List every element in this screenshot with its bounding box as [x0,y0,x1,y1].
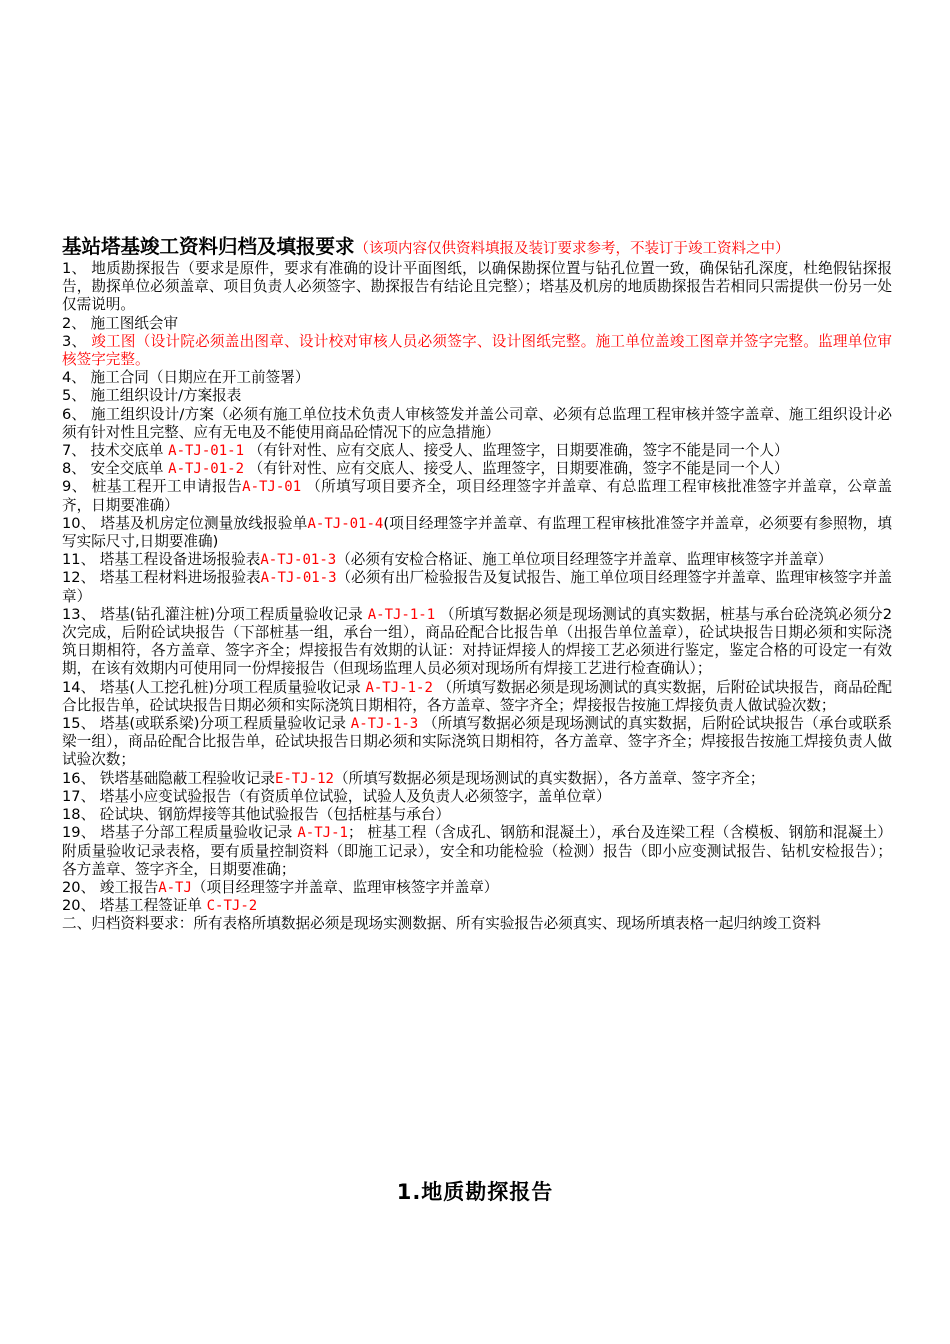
form-code: A-TJ-1-1 [367,606,436,623]
list-item [62,606,892,679]
item-text: 8、 安全交底单 [62,460,169,478]
item-text: 6、 施工组织设计/方案（必须有施工单位技术负责人审核签发并盖公司章、必须有总监理工程审核并签字盖章、施工组织设计必须有针对性且完整、应有无电及不能使用商品砼情况下的应急措施） [62,405,892,441]
form-code: A-TJ-1 [297,825,348,842]
item-text: 5、 施工组织设计/方案报表 [62,387,242,405]
item-text: 14、 塔基(人工挖孔桩)分项工程质量验收记录 [62,678,366,696]
item-detail: （必须有安检合格证、施工单位项目经理签字并盖章、监理审核签字并盖章） [336,551,833,569]
document-body [62,236,892,934]
form-code: A-TJ-01-3 [260,570,337,587]
list-item [62,788,892,806]
list-item [62,478,892,514]
item-detail: （所填写数据必须是现场测试的真实数据，后附砼试块报告（承台或联系梁一组），商品砼配合比报告单，砼试块报告日期必须和实际浇筑日期相符，各方盖章、签字齐全；焊接报告按施工焊接负责人做试验次数； [62,715,892,769]
item-text: 11、 塔基工程设备进场报验表 [62,551,261,569]
item-text: 2、 施工图纸会审 [62,314,179,332]
list-item [62,715,892,770]
section-title: 1.地质勘探报告 [396,1180,554,1204]
form-code: A-TJ-01-3 [260,552,337,569]
item-text: 7、 技术交底单 [62,442,169,460]
item-text: 20、 塔基工程签证单 [62,897,207,915]
form-code: E-TJ-12 [274,770,334,787]
item-text: 4、 施工合同（日期应在开工前签署） [62,369,310,387]
list-item [62,387,892,405]
item-detail: ； 桩基工程（含成孔、钢筋和混凝土），承台及连梁工程（含模板、钢筋和混凝土）附质量验收记录表格，要有质量控制资料（即施工记录），安全和功能检验（检测）报告（即小应变测试报告、钻机安检报告）；各方盖章、签字齐全，日期要准确； [62,824,892,878]
item-text: 17、 塔基小应变试验报告（有资质单位试验，试验人及负责人必须签字，盖单位章） [62,787,611,805]
item-detail: （项目经理签字并盖章、监理审核签字并盖章） [191,878,499,896]
list-item [62,260,892,315]
list-item [62,915,892,933]
list-item [62,369,892,387]
item-detail: （有针对性、应有交底人、接受人、监理签字，日期要准确，签字不能是同一个人） [244,460,789,478]
item-text: 3、 [62,332,92,350]
form-code: A-TJ-01-2 [168,461,244,478]
list-item [62,460,892,478]
item-text: 9、 桩基工程开工申请报告 [62,478,243,496]
item-detail: （有针对性、应有交底人、接受人、监理签字，日期要准确，签字不能是同一个人） [244,442,789,460]
form-code: A-TJ-1-2 [365,679,433,696]
item-text: 10、 塔基及机房定位测量放线报验单 [62,514,308,532]
list-item [62,515,892,551]
item-highlight: 竣工图（设计院必须盖出图章、设计校对审核人员必须签字、设计图纸完整。施工单位盖竣工图章并签字完整。监理单位审核签字完整。 [62,332,892,369]
item-text: 15、 塔基(或联系梁)分项工程质量验收记录 [62,715,351,733]
title-note: （该项内容仅供资料填报及装订要求参考，不装订于竣工资料之中） [354,241,790,257]
list-item [62,806,892,824]
document-header [62,236,892,260]
list-item [62,406,892,442]
list-item [62,315,892,333]
list-item [62,879,892,897]
form-code: A-TJ-01 [242,479,302,496]
item-text: 18、 砼试块、钢筋焊接等其他试验报告（包括桩基与承台） [62,806,451,824]
item-text: 二、归档资料要求：所有表格所填数据必须是现场实测数据、所有实验报告必须真实、现场所填表格一起归纳竣工资料 [62,915,821,933]
form-code: C-TJ-2 [206,898,258,915]
item-detail: （所填写数据必须是现场测试的真实数据），各方盖章、签字齐全； [333,769,765,787]
list-item [62,679,892,715]
form-code: A-TJ-01-1 [168,443,244,460]
requirements-list [62,260,892,934]
item-detail: （所填写项目要齐全，项目经理签字并盖章、有总监理工程审核批准签字并盖章，公章盖齐，日期要准确） [62,478,892,514]
list-item [62,897,892,915]
item-detail: （所填写数据必须是现场测试的真实数据，后附砼试块报告，商品砼配合比报告单，砼试块报告日期必须和实际浇筑日期相符，各方盖章、签字齐全；焊接报告按施工焊接负责人做试验次数； [62,678,892,714]
item-text: 19、 塔基子分部工程质量验收记录 [62,824,298,842]
item-text: 20、 竣工报告 [62,878,159,896]
list-item [62,551,892,569]
item-text: 16、 铁塔基础隐蔽工程验收记录 [62,769,275,787]
form-code: A-TJ [158,879,192,896]
list-item [62,569,892,605]
list-item [62,333,892,369]
item-text: 12、 塔基工程材料进场报验表 [62,569,261,587]
form-code: A-TJ-1-3 [350,716,419,733]
item-detail: (项目经理签字并盖章、有监理工程审核批准签字并盖章，必须要有参照物，填写实际尺寸,日期要准确) [62,514,892,551]
form-code: A-TJ-01-4 [307,515,384,532]
document-title: 基站塔基竣工资料归档及填报要求 [62,235,355,258]
list-item [62,770,892,788]
item-text: 13、 塔基(钻孔灌注桩)分项工程质量验收记录 [62,605,368,623]
item-text: 1、 地质勘探报告（要求是原件，要求有准确的设计平面图纸，以确保勘探位置与钻孔位置一致，确保钻孔深度，杜绝假钻探报告，勘探单位必须盖章、项目负责人必须签字、勘探报告有结论且完整）；塔基及机房的地质勘探报告若相同只需提供一份另一处仅需说明。 [62,260,892,314]
item-detail: （所填写数据必须是现场测试的真实数据，桩基与承台砼浇筑必须分2次完成，后附砼试块报告（下部桩基一组，承台一组），商品砼配合比报告单（出报告单位盖章），砼试块报告日期必须和实际浇筑日期相符，各方盖章、签字齐全；焊接报告有效期的认证：对持证焊接人的焊接工艺必须进行鉴定，鉴定合格的可设定一有效期，在该有效期内可使用同一份焊接报告（但现场监理人员必须对现场所有焊接工艺进行检查确认）； [62,605,892,678]
list-item [62,824,892,879]
list-item [62,442,892,460]
item-detail: （必须有出厂检验报告及复试报告、施工单位项目经理签字并盖章、监理审核签字并盖章） [62,569,892,605]
